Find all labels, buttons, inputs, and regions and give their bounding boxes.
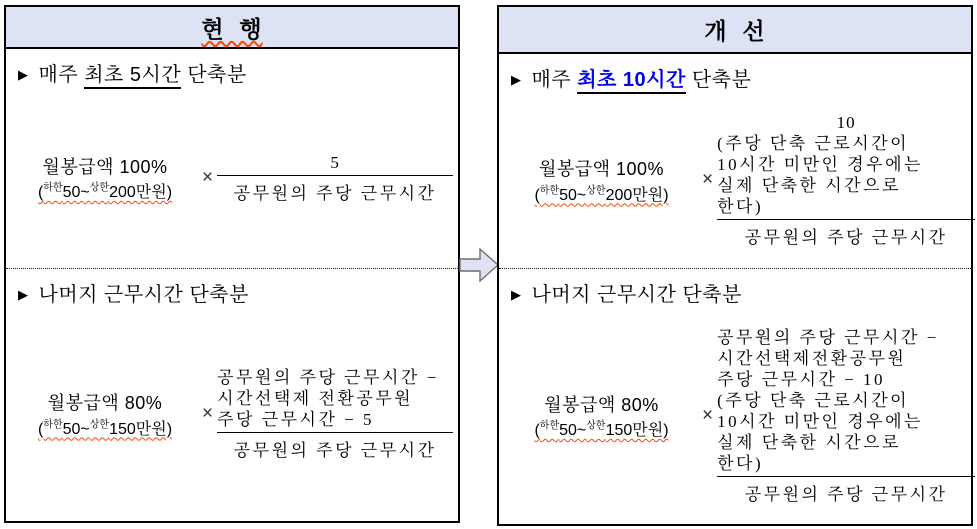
heading-underlined: 최초 10시간 — [577, 69, 686, 94]
numerator-line: 5 — [330, 152, 340, 172]
upper-bound: $^{상한}$150만원) — [586, 420, 669, 440]
fraction — [717, 112, 975, 248]
numerator-line: 실제 단축한 시간으로 — [717, 176, 901, 195]
upper-bound: $^{상한}$200만원) — [586, 185, 669, 204]
formula-remaining-improved — [499, 327, 971, 505]
numerator-line: 시간선택제전환공무원 — [717, 348, 907, 368]
numerator-line: (주당 단축 근로시간이 — [717, 390, 910, 410]
improvement-arrow-icon — [459, 247, 499, 283]
multiply-icon: × — [202, 403, 214, 424]
heading-underlined: 최초 5시간 — [84, 64, 181, 89]
heading-text-before: 매주 — [531, 69, 578, 91]
numerator-line: 한다) — [717, 197, 764, 216]
denominator: 공무원의 주당 근무시간 — [717, 219, 975, 248]
bullet-triangle-icon: ▶ — [18, 67, 29, 82]
lower-bound: ($^{하한}$50~ — [534, 420, 587, 440]
formula-base — [509, 155, 694, 204]
base-amount: 월봉급액 100% — [538, 159, 665, 180]
numerator-line: 10시간 미만인 경우에는 — [717, 411, 923, 431]
section-heading — [499, 269, 971, 307]
fraction — [717, 327, 975, 505]
formula-base — [509, 391, 694, 440]
section-heading — [6, 269, 458, 307]
formula-base — [16, 153, 194, 202]
base-amount: 월봉급액 100% — [42, 156, 168, 177]
section-heading — [499, 54, 971, 92]
multiply-icon: × — [202, 166, 214, 188]
base-bounds — [16, 415, 194, 438]
panel-current-header — [6, 7, 458, 49]
bullet-triangle-icon: ▶ — [18, 287, 29, 302]
current-section-remaining-hours — [6, 268, 458, 521]
numerator-line: 주당 근무시간 − 10 — [717, 369, 885, 389]
formula-wrap — [499, 307, 971, 524]
heading-text-after: 단축분 — [685, 69, 752, 91]
lower-bound: ($^{하한}$50~ — [37, 182, 90, 202]
base-bounds — [509, 181, 694, 204]
numerator-line: 한다) — [717, 453, 764, 473]
improved-section-initial-hours — [499, 54, 971, 268]
formula-remaining-current — [6, 367, 458, 461]
formula-wrap — [499, 92, 971, 268]
formula-wrap — [6, 87, 458, 268]
upper-bound: $^{상한}$200만원) — [89, 182, 173, 202]
bullet-triangle-icon: ▶ — [511, 72, 522, 87]
multiply-icon: × — [702, 404, 714, 426]
numerator-line: 10시간 미만인 경우에는 — [717, 155, 923, 174]
heading-text-after: 나머지 근무시간 단축분 — [38, 284, 249, 306]
heading-text-before: 매주 — [38, 64, 85, 86]
improved-section-remaining-hours — [499, 268, 971, 524]
panel-current-title: 현 행 — [201, 15, 263, 42]
panel-improved-header — [499, 7, 971, 54]
formula-initial-current — [6, 152, 458, 204]
panel-current — [4, 5, 460, 523]
multiply-icon: × — [702, 169, 714, 190]
fraction — [217, 152, 453, 204]
denominator: 공무원의 주당 근무시간 — [217, 432, 453, 461]
formula-wrap — [6, 307, 458, 521]
numerator-line: 실제 단축한 시간으로 — [717, 432, 901, 452]
numerator-line: 시간선택제 전환공무원 — [217, 389, 414, 408]
formula-base — [16, 389, 194, 438]
heading-text-after: 나머지 근무시간 단축분 — [531, 284, 742, 306]
panel-improved-title: 개 선 — [704, 18, 766, 44]
bullet-triangle-icon: ▶ — [511, 287, 522, 302]
base-amount: 월봉급액 80% — [544, 394, 659, 415]
denominator: 공무원의 주당 근무시간 — [717, 476, 975, 505]
lower-bound: ($^{하한}$50~ — [534, 185, 587, 204]
section-heading — [6, 49, 458, 87]
denominator: 공무원의 주당 근무시간 — [217, 175, 453, 204]
numerator-line: 10 — [836, 113, 856, 132]
fraction — [217, 367, 453, 461]
heading-text-after: 단축분 — [181, 64, 247, 86]
panel-improved — [497, 5, 973, 526]
upper-bound: $^{상한}$150만원) — [89, 419, 173, 438]
current-section-initial-hours — [6, 49, 458, 268]
base-bounds — [16, 179, 194, 202]
numerator-line: 공무원의 주당 근무시간 − — [717, 327, 939, 347]
lower-bound: ($^{하한}$50~ — [37, 419, 90, 438]
numerator-line: 공무원의 주당 근무시간 − — [217, 368, 439, 387]
base-amount: 월봉급액 80% — [47, 393, 163, 414]
numerator-line: 주당 근무시간 − 5 — [217, 410, 374, 429]
base-bounds — [509, 417, 694, 440]
formula-initial-improved — [499, 112, 971, 248]
numerator-line: (주당 단축 근로시간이 — [717, 134, 910, 153]
